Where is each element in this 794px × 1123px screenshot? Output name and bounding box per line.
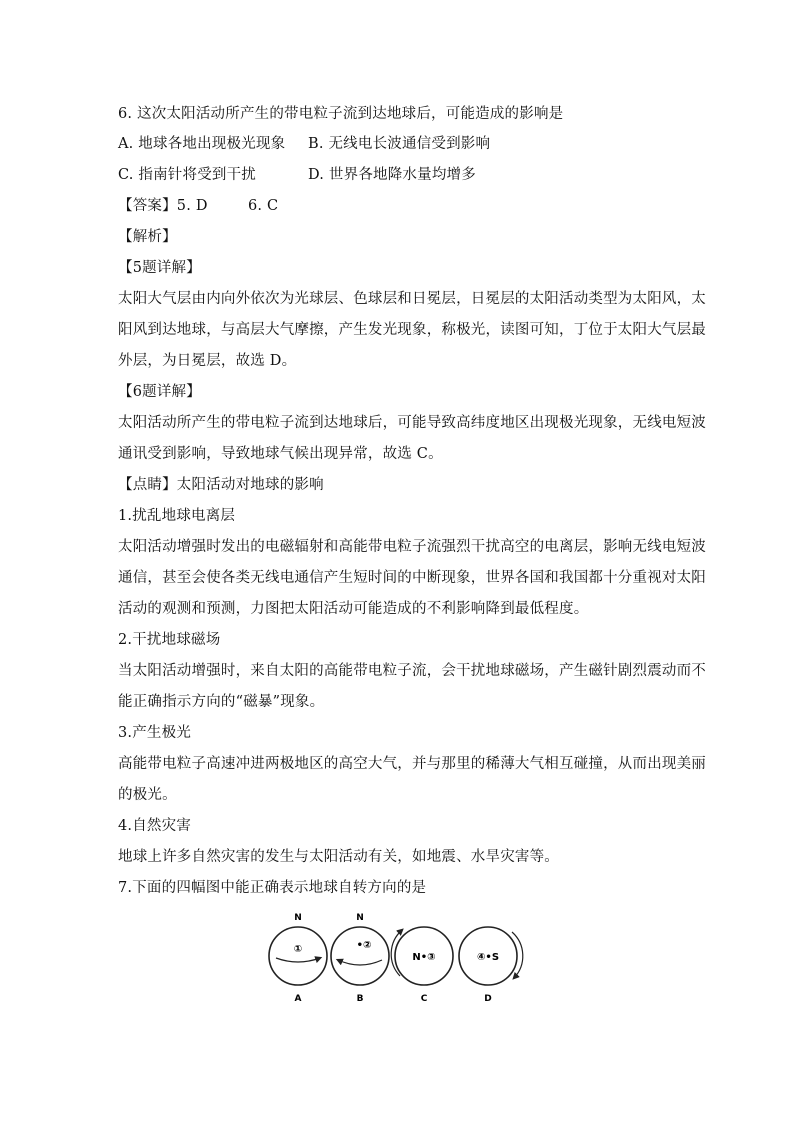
answer-q6: 6. C [248, 198, 279, 214]
figure-a-globe [269, 927, 327, 985]
figure-a-number: ① [293, 944, 303, 955]
figure-a-label: A [294, 994, 302, 1004]
q5-detail-title: 【5题详解】 [118, 260, 201, 276]
tips-section-1-title: 1.扰乱地球电离层 [118, 508, 236, 524]
figure-a-north-label: N [294, 913, 302, 923]
tips-section-3-title: 3.产生极光 [118, 725, 192, 741]
tips-section-2-line: 当太阳活动增强时，来自太阳的高能带电粒子流，会干扰地球磁场，产生磁针剧烈震动而不 [118, 663, 706, 679]
q7-stem: 7.下面的四幅图中能正确表示地球自转方向的是 [118, 880, 427, 896]
figure-a-rotation-arrow [276, 958, 320, 962]
figure-d [459, 927, 523, 1004]
q6-detail-line: 通讯受到影响，导致地球气候出现异常，故选 C。 [118, 446, 443, 462]
q6-detail-line: 太阳活动所产生的带电粒子流到达地球后，可能导致高纬度地区出现极光现象，无线电短波 [118, 415, 706, 431]
answer-line [118, 196, 688, 216]
figure-b-north-label: N [356, 913, 364, 923]
figure-c-inner: N•③ [412, 952, 436, 963]
tips-section-4-title: 4.自然灾害 [118, 818, 192, 834]
tips-section-3-line: 的极光。 [118, 787, 177, 803]
q5-detail-line: 阳风到达地球，与高层大气摩擦，产生发光现象，称极光，读图可知，丁位于太阳大气层最 [118, 322, 706, 338]
figure-b-globe [331, 927, 389, 985]
answer-label: 【答案】5. D [118, 198, 208, 214]
q6-option-d: D. 世界各地降水量均增多 [308, 167, 476, 183]
q6-options-row-1 [118, 134, 688, 154]
q6-options-row-2 [118, 165, 688, 185]
q6-detail-title: 【6题详解】 [118, 384, 201, 400]
tips-section-1-line: 活动的观测和预测，力图把太阳活动可能造成的不利影响降到最低程度。 [118, 601, 589, 617]
tips-section-3-line: 高能带电粒子高速冲进两极地区的高空大气，并与那里的稀薄大气相互碰撞，从而出现美丽 [118, 756, 706, 772]
figure-c-rotation-arrow [391, 930, 402, 976]
q5-detail-line: 太阳大气层由内向外依次为光球层、色球层和日冕层，日冕层的太阳活动类型为太阳风，太 [118, 291, 706, 307]
figure-d-label: D [484, 994, 492, 1004]
figure-c-label: C [420, 994, 428, 1004]
figure-b-number: •② [356, 940, 372, 951]
q6-option-b: B. 无线电长波通信受到影响 [308, 136, 491, 152]
q6-stem: 6. 这次太阳活动所产生的带电粒子流到达地球后，可能造成的影响是 [118, 106, 564, 122]
figure-b-label: B [356, 994, 364, 1004]
tips-section-2-line: 能正确指示方向的“磁暴”现象。 [118, 694, 325, 710]
tips-section-4-line: 地球上许多自然灾害的发生与太阳活动有关，如地震、水旱灾害等。 [118, 849, 559, 865]
analysis-label: 【解析】 [118, 229, 177, 245]
tips-section-2-title: 2.干扰地球磁场 [118, 632, 221, 648]
figure-b-rotation-arrow [338, 960, 382, 965]
q5-detail-line: 外层，为日冕层，故选 D。 [118, 353, 297, 369]
rotation-direction-figure [262, 908, 542, 1008]
q6-option-c: C. 指南针将受到干扰 [118, 167, 256, 183]
q6-option-a: A. 地球各地出现极光现象 [118, 136, 286, 152]
tips-title: 【点睛】太阳活动对地球的影响 [118, 477, 324, 493]
tips-section-1-line: 通信，甚至会使各类无线电通信产生短时间的中断现象，世界各国和我国都十分重视对太阳 [118, 570, 706, 586]
figure-b [331, 913, 389, 1004]
figure-c [391, 927, 453, 1004]
figure-d-inner: ④•S [476, 952, 500, 963]
tips-section-1-line: 太阳活动增强时发出的电磁辐射和高能带电粒子流强烈干扰高空的电离层，影响无线电短波 [118, 539, 706, 555]
figure-a [269, 913, 327, 1004]
